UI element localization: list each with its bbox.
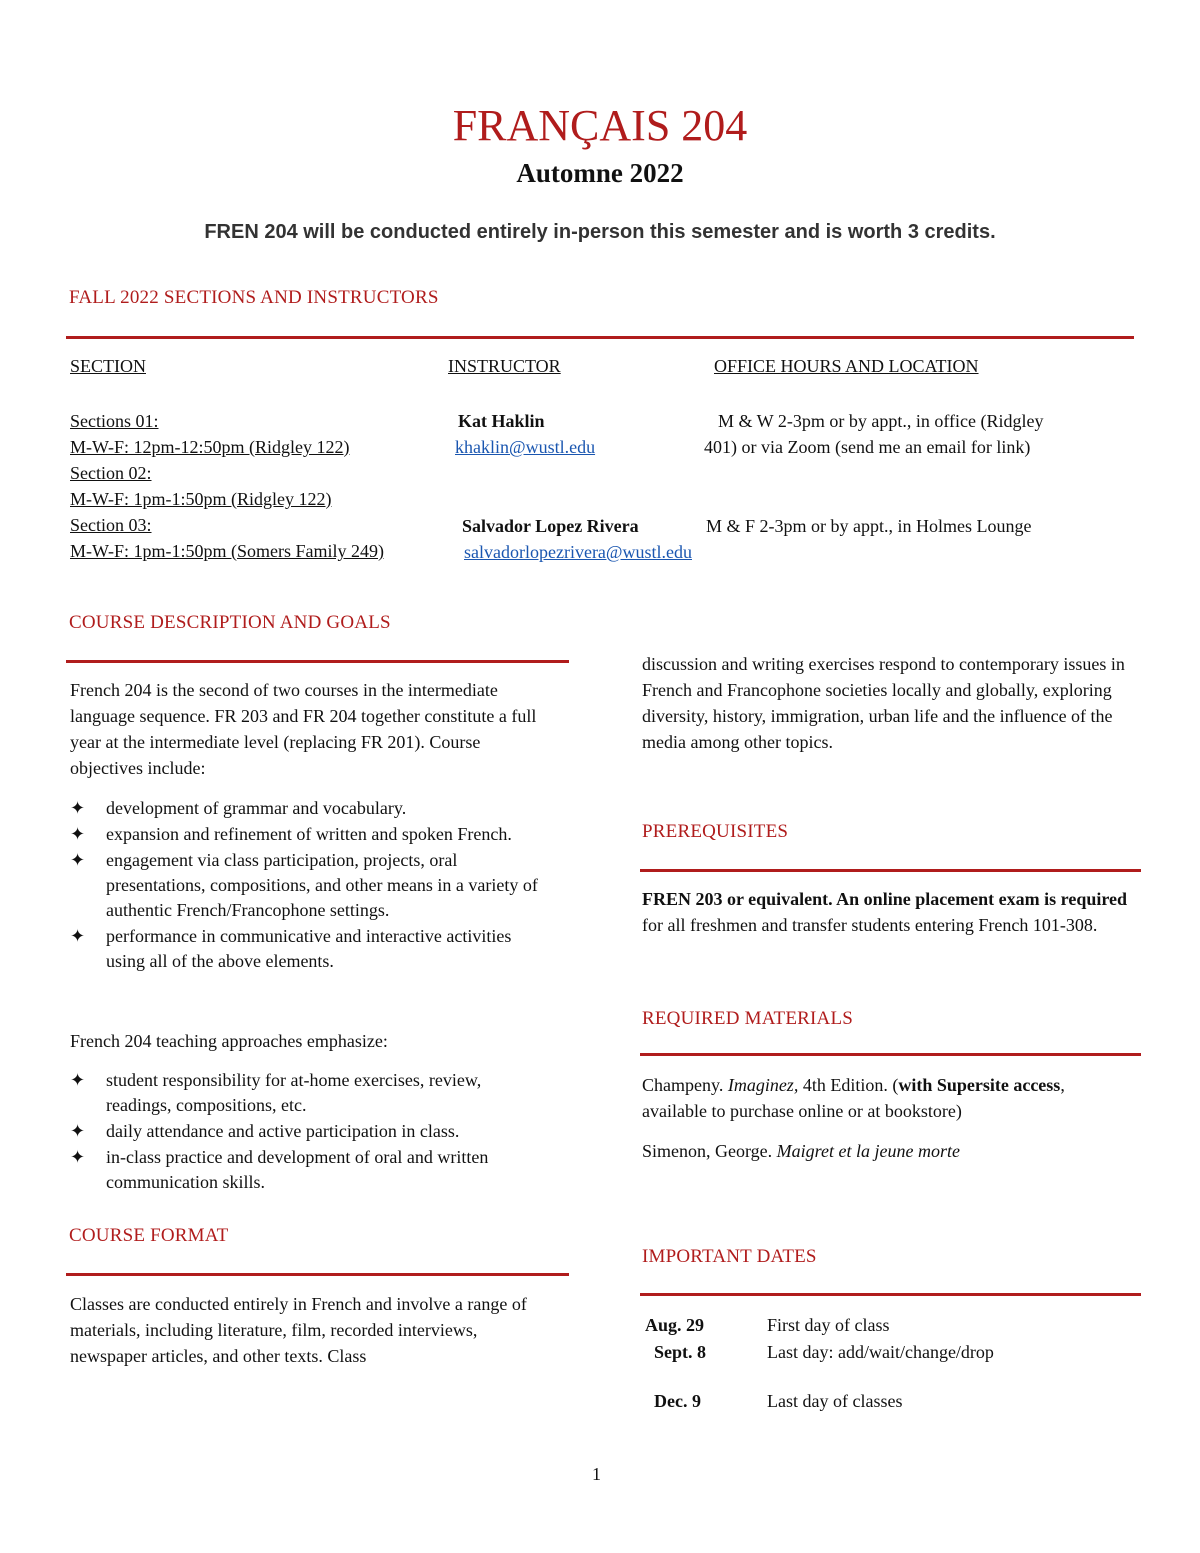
objectives-list bbox=[70, 796, 545, 975]
bullet-star-icon: ✦ bbox=[70, 1147, 86, 1167]
list-item: ✦ expansion and refinement of written and spoken French. bbox=[70, 822, 545, 847]
section-label: Section 02: bbox=[70, 463, 152, 483]
date-event: Last day: add/wait/change/drop bbox=[767, 1342, 994, 1362]
list-item: ✦ performance in communicative and interactive activities using all of the above elements. bbox=[70, 926, 512, 971]
col-section-header: SECTION bbox=[70, 356, 146, 376]
page-subtitle: Automne 2022 bbox=[516, 158, 684, 188]
list-item: ✦ student responsibility for at-home exercises, review, readings, compositions, etc. bbox=[70, 1070, 482, 1115]
bullet-star-icon: ✦ bbox=[70, 1121, 86, 1141]
approaches-list bbox=[70, 1068, 545, 1196]
date-label: Dec. 9 bbox=[654, 1391, 701, 1411]
list-item: ✦ engagement via class participation, projects, oral presentations, compositions, and other means in a variety of authentic French/Francophone settings. bbox=[70, 850, 538, 920]
format-text-continued: discussion and writing exercises respond to contemporary issues in French and Francophone societies locally and globally, exploring diversity, history, immigration, urban life and the influence of the media among other topics. bbox=[642, 654, 1125, 752]
description-rule bbox=[66, 660, 569, 663]
dates-rule bbox=[640, 1293, 1141, 1296]
format-heading: COURSE FORMAT bbox=[69, 1225, 229, 1246]
prerequisites-rule bbox=[640, 869, 1141, 872]
instructor-email-link[interactable]: khaklin@wustl.edu bbox=[455, 437, 596, 457]
list-item: ✦ daily attendance and active participation in class. bbox=[70, 1119, 545, 1144]
bullet-star-icon: ✦ bbox=[70, 926, 86, 946]
section-time: M-W-F: 1pm-1:50pm (Somers Family 249) bbox=[70, 541, 384, 561]
section-list bbox=[70, 408, 455, 564]
sections-rule bbox=[66, 336, 1134, 339]
material-book-1: Champeny. Imaginez, 4th Edition. (with Supersite access, available to purchase online or at bookstore) bbox=[642, 1075, 1065, 1121]
course-notice: FREN 204 will be conducted entirely in-person this semester and is worth 3 credits. bbox=[204, 221, 996, 243]
date-event: Last day of classes bbox=[767, 1391, 903, 1411]
col-office-header: OFFICE HOURS AND LOCATION bbox=[714, 356, 979, 376]
bullet-star-icon: ✦ bbox=[70, 1070, 86, 1090]
bullet-star-icon: ✦ bbox=[70, 824, 86, 844]
dates-heading: IMPORTANT DATES bbox=[642, 1246, 817, 1267]
bullet-star-icon: ✦ bbox=[70, 798, 86, 818]
instructor-name: Kat Haklin bbox=[458, 411, 545, 431]
date-label: Sept. 8 bbox=[654, 1342, 707, 1362]
materials-rule bbox=[640, 1053, 1141, 1056]
materials-heading: REQUIRED MATERIALS bbox=[642, 1008, 854, 1029]
list-item: ✦ in-class practice and development of oral and written communication skills. bbox=[70, 1147, 489, 1192]
description-intro: French 204 is the second of two courses in the intermediate language sequence. FR 203 and FR 204 together constitute a full year at the intermediate level (replacing FR 201). Course objectives include: bbox=[70, 680, 537, 778]
page-number: 1 bbox=[592, 1464, 601, 1484]
page-title: FRANÇAIS 204 bbox=[452, 101, 748, 150]
description-heading: COURSE DESCRIPTION AND GOALS bbox=[69, 612, 391, 633]
sections-heading: FALL 2022 SECTIONS AND INSTRUCTORS bbox=[69, 287, 439, 308]
section-label: Sections 01: bbox=[70, 411, 159, 431]
office-location: 401) or via Zoom (send me an email for link) bbox=[704, 437, 1031, 457]
instructor-email-link[interactable]: salvadorlopezrivera@wustl.edu bbox=[464, 542, 692, 562]
instructor-name: Salvador Lopez Rivera bbox=[462, 516, 639, 536]
section-time: M-W-F: 12pm-12:50pm (Ridgley 122) bbox=[70, 437, 350, 457]
approaches-intro: French 204 teaching approaches emphasize: bbox=[70, 1031, 388, 1051]
date-event: First day of class bbox=[767, 1315, 890, 1335]
material-book-2: Simenon, George. Maigret et la jeune morte bbox=[642, 1141, 960, 1161]
office-hours: M & W 2-3pm or by appt., in office (Ridgley bbox=[718, 411, 1044, 431]
prerequisites-heading: PREREQUISITES bbox=[642, 821, 789, 842]
format-text: Classes are conducted entirely in French and involve a range of materials, including literature, film, recorded interviews, newspaper articles, and other texts. Class bbox=[70, 1294, 527, 1366]
prerequisites-text: FREN 203 or equivalent. An online placement exam is required for all freshmen and transfer students entering French 101-308. bbox=[642, 889, 1128, 935]
date-label: Aug. 29 bbox=[645, 1315, 705, 1335]
office-hours: M & F 2-3pm or by appt., in Holmes Lounge bbox=[706, 516, 1032, 536]
section-time: M-W-F: 1pm-1:50pm (Ridgley 122) bbox=[70, 489, 332, 509]
list-item: ✦ development of grammar and vocabulary. bbox=[70, 796, 545, 821]
format-rule bbox=[66, 1273, 569, 1276]
bullet-star-icon: ✦ bbox=[70, 850, 86, 870]
section-label: Section 03: bbox=[70, 515, 152, 535]
col-instructor-header: INSTRUCTOR bbox=[448, 356, 561, 376]
